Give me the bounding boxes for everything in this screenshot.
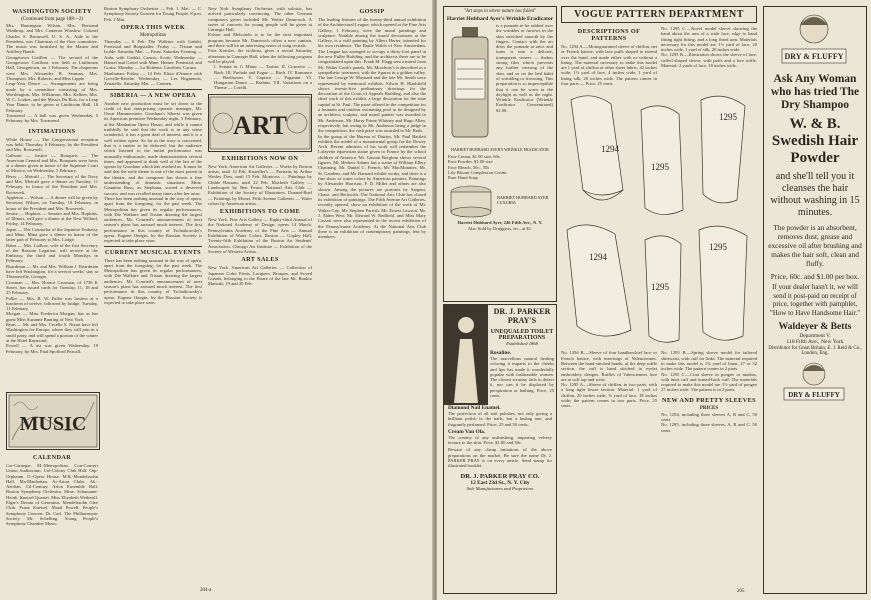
wb-address: 110 Fifth Ave., New York <box>786 339 844 346</box>
opera-column <box>104 6 202 596</box>
cream-title: Cream Van Ola. <box>448 428 486 435</box>
ny-symphony-text: New York Symphony Orchestra, with soloists, has arrived particularly convincing. The other German composers given included Mr. Walter Damrosch. A series of concerts for young people will be given at Carnegie Hall. <box>208 6 312 33</box>
art-title: ART <box>233 110 287 140</box>
pray-est: Established 1868 <box>506 341 538 346</box>
bottle-label: HARRIET HUBBARD AYER'S WRINKLE ERADICATOR <box>451 147 549 152</box>
gossip-title: GOSSIP <box>359 8 385 15</box>
art-sales-title: ART SALES <box>241 256 279 264</box>
current-events-text: There has been nothing unusual in the way of opera, apart from the foregoing, for the past week. The Metropolitan has given its regular performances, with Die Walküre and Tristan drawing the largest audiences. Mr. Conried's announcement of next season's plans has aroused much interest. The first performance in this country of Tschaikowsky's opera, Eugene Onegin, by the Russian Society is expected to take place soon. <box>104 257 202 305</box>
harriet-ayer-ad <box>443 6 557 302</box>
sleeve-code: 1295 <box>709 242 727 253</box>
opera-week-text: Thursday — 6 Feb. Die Walküre with Gadski, Fremstad and Burgstaller. Friday — Tristan und Isolde. Saturday Mat. — Faust. Saturday Evening — Aida, with Gadski, Caruso, Scotti. Wednesday — Hänsel und Gretel with Mme. Homer, Fremstad, and Goritz. Monday — La Bohème, Cavalieri, Caruso. <box>104 38 202 71</box>
music-calendar <box>6 452 98 592</box>
calendar-title: CALENDAR <box>32 454 72 461</box>
harriet-list-item: Face Powder, $1.00 size <box>448 159 493 165</box>
music-masthead <box>6 392 100 450</box>
intimations-para: White House — The Congressional reception was held, Thursday, 6 February, by the President and Mrs. Roosevelt. <box>6 136 98 153</box>
badge-text: DRY & FLUFFY <box>788 391 840 400</box>
cream-text: The creamy of any unfinishing, imparting velvety texture to the skin. Price, $1.00 and 50c. <box>448 434 552 446</box>
pray-address: 12 East 23d St., N. Y. City <box>470 479 530 486</box>
wb-dept: Department V. <box>799 333 831 340</box>
luxuria-jar-icon <box>448 182 494 218</box>
music-title: MUSIC <box>19 413 87 435</box>
desc-text: No. 1295 C.—Coat sleeve in pongee or madras, with inset cuff and turned-back cuff. The materials required to make this model are 1½ yard of pongee 27 inches wide. The pattern is in 2 parts. <box>661 371 757 393</box>
washington-para: Georgetown Cotillon — The second of the Georgetown Cotillons was held at Linthicum Hall, Georgetown, on 1 February. The chaperons were Mrs. Alexander B. Seaman, Mrs. Thompson, Mrs. Roberts, and Miss Lipple. <box>6 54 98 81</box>
harriet-list-item: Pure Hand Soap <box>448 175 478 181</box>
intimations-para: Berry — Metcalf — The Secretary of the Navy and Mrs. Metcalf gave a dinner on Tuesday, 11 February, in honor of the President and Mrs. Roosevelt. <box>6 173 98 195</box>
art-ornament-icon <box>209 96 311 150</box>
intimations-para: Sesate — Hopkins — Senator and Mrs. Hopkins, of Illinois, will give a dinner at the New Willard, Friday, 14 February. <box>6 210 98 227</box>
washington-para: Mrs. Huntington Wilson, Mrs. Bertrand Winthrop, and Mrs. Cameron Winslow. Colonel Charles S. Bromwell, U. S. A., Aide to the President, was Chairman of the floor committee. The music was furnished by the Marine and Artillery Bands. <box>6 23 98 55</box>
harriet-list-item: Face Bleach, 50c., 5lb <box>448 164 489 170</box>
wb-brand: W. & B. Swedish Hair Powder <box>771 116 859 166</box>
sleeve-1295-icon <box>699 227 747 341</box>
polson-text: Polson and Melcondo is to be the next important program because Mr. Damrosch offers a new cantata, and there will be an interesting series of song recitals. <box>208 32 312 49</box>
washington-para: Leap-Year Dance — Arrangements are being made by a committee consisting of Mrs. Worthington, Mrs. Wilkinson, Mrs. Kellner, Mrs. W. C. Looker, and the Misses Du Bois, for a Leap Year Dance, to be given at Linthicum Hall, 18 February. <box>6 81 98 113</box>
pray-name: DR. J. PARKER PRAY'S <box>493 307 551 325</box>
sleeve-code: 1295 <box>651 282 669 293</box>
price-line: No. 1294, including three sleeves A, B and C, 50 cents <box>661 411 757 423</box>
pray-beware: Beware of any cheap imitations of the above preparations on the market. Be sure the name Dr. J. PARKER PRAY is on every article. Send stamp for illustrated booklet. <box>448 447 552 469</box>
sleeve-code: 1295 <box>719 112 737 123</box>
rosaline-text: The marvellous natural healing coloring it imparts to the cheeks and lips has made it wonderfully popular with fashionable women. The closest scrutiny fails to detect it, nor can it be displaced by perspiration or bathing. Price, 25 cents. <box>490 356 554 399</box>
exhibitions-title: EXHIBITIONS NOW ON <box>221 154 299 162</box>
intimations-para: Japan — The Counselor of the Japanese Embassy and Mme. Mina gave a dinner in honor of the latter part of February to Mrs. Lodge. <box>6 226 98 243</box>
desc-text: No. 1294 A.—Monogrammed sleeve of chiffon, net or French batiste, with lace puffs shaped to extend over the hand, and made either with or without a lining. The material necessary to make this model are 1 yard of chiffon or other sheer fabric, 42 inches wide; 1½ yard of lace, 4 inches wide, 1 yard of lining silk, 20 inches wide. The pattern comes in four parts — Price, 25 cents. <box>561 44 657 87</box>
siberia-text-cont: There has been nothing unusual in the way of opera, apart from the foregoing, for the past week. The Metropolitan has given its regular performances, with Die Walküre and Tristan drawing the largest audiences. Mr. Conried's announcement of next season's plans has aroused much interest. The first performance in this country of Tschaikowsky's opera, Eugene Onegin, by the Russian Society is expected to take place soon. <box>104 195 202 244</box>
exhibitions-text: New York. American Art Galleries — Works by Boston artists, until 14 Feb. Knoedler's — Portraits by Arthur Wesley Dow, until 15 Feb. Montross — Paintings by Childe Hassam, until 22 Feb. Macbeth Gallery — Landscapes by Ben Foster. National Arts Club — Exhibition of the Society of Illustrators. Durand-Ruel — Paintings by Monet. Fifth Avenue Galleries — Water colors by American artists. <box>208 163 312 206</box>
harriet-list-item: Lily Bloom Complexion Cream <box>448 169 507 175</box>
kneisel-text: Fritz Kreisler, the violinist, gives a recital Saturday afternoon in Carnegie Hall, when the following program will be played: <box>208 48 312 64</box>
intimations-para: Boardman — Mr. and Mrs. William J. Boardman have left Washington, for a several weeks' stay at Thomasville, Georgia. <box>6 263 98 280</box>
intimations-para: Batea — Mrs. Ludlow, wife of the first Secretary of the Russian Legation, will receive at the Embassy, the third and fourth Mondays in February. <box>6 242 98 264</box>
vogue-pattern-department <box>561 6 757 592</box>
art-sales-text: New York. American Art Galleries — Collection of Japanese Color Prints, Lacquers, Bronzes, and Sword Guards, belonging to the Estate of the late Mr. Bunkio Matsuki, 19 and 20 Feb. <box>208 265 312 287</box>
nail-text: The perfection of all nail polishes, not only giving a brilliant polish to the nails, but a lasting one, and fragrantly perfumed. Price, 25 and 50 cents. <box>448 411 552 427</box>
art-column <box>208 6 312 596</box>
wb-offer: If your dealer hasn't it, we will send it post-paid on receipt of price, together with pamphlet, "How to Have Handsome Hair." <box>769 283 861 317</box>
harriet-title: Harriet Hubbard Ayer's Wrinkle Eradicator <box>446 16 554 22</box>
current-events-title: CURRENT MUSICAL EVENTS <box>104 248 202 256</box>
woman-figure-icon <box>444 305 488 405</box>
rosaline-title: Rosaline. <box>490 350 512 356</box>
intimations-para: Fuller — Mrs. R. W. Fuller was hostess at a luncheon of twelve, followed by bridge, Tuesday, 11 February. <box>6 295 98 312</box>
program-list: I. Sonata in G Minor — Tartini. II. Concerto — Bach. III. Prelude and Fugue — Bach. IV. Romance — Beethoven. V. Caprice — Paganini. VI. Hungarian Dance — Brahms. VII. Variations on a Theme — Corelli. <box>214 64 312 91</box>
to-come-text: New York. Fine Arts Gallery — Eighty-third Annual of the National Academy of Design, opens 14 March. Pennsylvania Academy of the Fine Arts — Annual Exhibition of Water Colors. Boston — Copley Hall, Twenty-fifth Exhibition of the Boston Art Students' Association. Chicago Art Institute — Exhibition of the Society of Western Artists. <box>208 217 312 254</box>
sleeve-1294a-icon <box>571 96 623 200</box>
badge-text: DRY & FLUFFY <box>784 52 844 61</box>
opera-week-sub: Metropolitan <box>139 32 167 38</box>
wb-body: The powder is an absorbent, removes dust, grease and excessive oil after brushing and makes the hair soft, clean and fluffy. <box>768 223 862 268</box>
sleeve-1294b-icon <box>567 225 631 336</box>
washington-continued: (Continued from page 188—2) <box>20 17 84 22</box>
intimations-para: Ryan — Mr. and Mrs. Cecelle S. Nixon have left Washington for Europe, where they will join in a small party, and will spend a portion of the winter at the Hotel Raymond. <box>6 322 98 343</box>
gossip-text: The leading features of the twenty-third annual exhibition of the Architectural League, which opened at the Fine Arts Gallery, 1 February, were the mural paintings and sculpture. Notable among the mural decorations at the Gallery, is a wall painting by Albert Herter, intended for his own residence. The Battle Watch of New Amsterdam. The League has arranged to occupy a thirty-foot panel in the new Fuller Building, and the architects there are to be congratulated upon this. Frank M. Flagg sent a mural from Mr. Walter Cook's panels. Mr. Mowbray's is described as a sympathetic treatment, with the figures in a golden valley. The late George W. Maynard and the late Mr. Smith were represented by memorial exhibits. Edwin H. Blashfield shows twenty-five preliminary drawings for the decoration of the Court of Appeals Building, and also the chief work of this exhibit, a large decoration for the state capitol at St. Paul. The prize offered in the competition for a fountain and outdoor swimming pool to be designed by an architect, sculptor, and mural painter was awarded to Mr. Anderson, Mr. Harry Prime Whitney and Hugo Allen, respectively, but owing to Mr. Anderson being a judge in the competition, the cash prize was awarded to Mr. Roth. <box>318 17 426 134</box>
harriet-text: is a pomade to be rubbed over the wrinkles or furrows in the skin stretched smooth by the fingers. Contact with the air dries the pomade at once and turns it into a delicate, transparent veneer — thehos strong film which prevents any further creasing of the skin, and so on the bed habit of wrinkling or frowning. This preparation is so imperceptible that it can be worn in the daylight as well as the night. Wrinkle Eradicator (Wrinkle Eradicator Concentrated) $1.00. <box>496 23 553 113</box>
sleeve-code: 1294 <box>589 252 607 263</box>
art-notes-text: In the group of the Bureau of Dairies, Mr. Paul Bartlett exhibits the model of a monumental group for the Dewey Arch. Recent admirers of his work will remember the Lafayette equestrian statue given to France by the school children of America. Mr. Gutzon Borglum shows several figures. Mr. Herbert Adams has a statue of William Ellery Channing. Mr. Daniel C. French, Mr. MacMonnies, Mr. St. Gaudens, and Mr. Barnard exhibit works, and there is a fine show of water colors by American painters. Paintings by Alexander Harrison, F. D. Millet and others are also shown. Among the pictures are portraits by Sargent, Chase, and Beckwith. The National Arts Club has closed its exhibition of paintings. The Fifth Avenue Art Galleries, recently opened, show an exhibition of the work of Mr. Walter Gay. Mr. Stephen Parrish, Mr. Ernest Lawson, Mr. J. Alden Weir, Mr. Edward W. Redfield, and Miss Mary Cassatt were also represented in the recent exhibition of the Pennsylvania Academy. At the National Arts Club there is an exhibition of contemporary paintings, lent by members. <box>318 133 426 240</box>
intimations-para: Calhoun — Justice — Bouquets — The American General and Mrs. Bouquets were hosts at a dinner given in honor of the Supreme Court of Mexico, on Wednesday, 5 February. <box>6 152 98 174</box>
eradicator-bottle-icon <box>444 23 496 143</box>
sleeve-code: 1295 <box>651 162 669 173</box>
gossip-column <box>318 6 426 594</box>
intimations-para: Appleton — Wilson — A dinner will be given by Secretary Wilson, on Tuesday, 18 February, in honor of the President and Mrs. Roosevelt. <box>6 194 98 211</box>
wb-claim: and she'll tell you it cleanses the hair without washing in 15 minutes. <box>770 171 860 218</box>
left-page <box>0 0 434 600</box>
intimations-para: Powell — A tea was given Wednesday, 19 February, by Mrs. Paul Spofford Peacall. <box>6 343 98 354</box>
calendar-text: Car-Carnegie. M.-Metropolitan. Con-Concert Union Auditorium. Col-Colony Club Hall. Orp-Orpheum. O.-Opera House. M.R.-Mendelssohn Hall. Ma-Manhattan. Ar-Arion Clubs. Ak.-Aeolian. Ctl-Century. Arion Ensemble Hall. Boston Symphony Orchestra. Mme. Schumann-Heink. Kneisel Quartet. Miss Elizabeth Wetherill. Elgar's Dream of Gerontius. Mendelssohn Glee Club. Franz Kneisel. Maud Powell. People's Symphony Concert. Dr. Carl. The Philharmonic Society. Mr. Schelling. Young People's Symphony Chamber Music. <box>6 463 98 527</box>
wb-price: Price, 60c. and $1.00 per box. <box>770 272 860 281</box>
intimations-para: Morgan — Miss Frederica Morgan, has as her guest Miss Suzanne Bunting of New York. <box>6 311 98 322</box>
harriet-agents: Also Sold by Druggists, etc., at $1. <box>467 225 533 231</box>
opera-week-title: OPERA THIS WEEK <box>120 23 186 31</box>
intimations-para: Crosman — Mrs. Horace Crosman, of 1736 K Street, has issued cards for Tuesday, 11, 18 and 25 February. <box>6 279 98 296</box>
harriet-list-item: Face Cream, $1.00 size, 60c. <box>448 154 502 159</box>
pray-role: Sole Manufacturers and Proprietors <box>466 485 534 491</box>
sleeve-code: 1294 <box>601 144 619 155</box>
to-come-title: EXHIBITIONS TO COME <box>219 208 301 216</box>
parker-pray-ad <box>443 304 557 594</box>
sleeve-1295c-icon <box>641 106 683 215</box>
prices-title: PRICES <box>699 405 719 411</box>
washington-society-title: WASHINGTON SOCIETY <box>12 8 92 15</box>
wb-hair-powder-ad <box>763 6 867 594</box>
desc-text: No. 1295 B.—Illustration shows the sleeve of lace, cuffed shaped sleeve, with puffs and a lace ruffle. Material: 2 yards of lace, 18 inches wide. <box>661 52 757 69</box>
dry-fluffy-badge-top <box>764 7 864 69</box>
intimations-title: INTIMATIONS <box>28 127 76 135</box>
desc-title: DESCRIPTIONS OF PATTERNS <box>577 28 641 42</box>
tagline: "Art steps in where nature has failed" <box>463 9 537 14</box>
pray-company: DR. J. PARKER PRAY CO. <box>460 472 540 480</box>
new-sleeves-title: NEW AND PRETTY SLEEVES <box>662 396 756 404</box>
dry-fluffy-badge-bottom <box>764 358 864 404</box>
desc-text: No. 1295 B.—Spring sleeve model for tailored shirtwaist, with cuff for links. The material required to make this model is 1¾ yard of linen, 27 or 32 inches wide. The pattern comes in 2 parts. <box>661 350 757 372</box>
wb-dist: Distributor for Great Britain, E. J. Reid & Co., London, Eng. <box>768 346 862 357</box>
jar-label: HARRIET HUBBARD AYER LUXURIA <box>497 195 549 206</box>
harriet-maker: Harriet Hubbard Ayer, 246 Fifth Ave., N. Y. <box>457 220 543 226</box>
right-page <box>437 0 871 600</box>
sleeve-1295b-icon <box>701 97 745 204</box>
music-ornament-icon <box>8 394 98 448</box>
siberia-title: SIBERIA — A NEW OPERA <box>110 91 196 99</box>
vogue-title: VOGUE PATTERN DEPARTMENT <box>561 6 757 23</box>
price-line: No. 1295, including three sleeves, A, B and C, 50 cents <box>661 422 757 433</box>
pray-sub: UNEQUALED TOILET PREPARATIONS <box>490 329 554 341</box>
left-page-number: 204-a <box>200 588 212 593</box>
wb-company: Waldeyer & Betts <box>778 321 852 333</box>
desc-text: No. 1295 A.—Sleeve of chiffon, in two parts, with a long tight lower section. Material: 1 yard of chiffon, 20 inches wide, ⅝ yard of lace, 18 inches wide; the pattern comes in two parts. Price, 25 cents. <box>561 382 657 409</box>
desc-text: No. 1295 C.—Novel model sleeve showing the band about the arm of a wide lace, edge to hand fitting tight fitting, and a long fitted arm. Materials necessary for this model are 1½ yard of lace, 20 inches wide, 1 yard of silk, 20 inches wide. <box>661 26 757 53</box>
art-masthead <box>208 94 312 152</box>
nail-title: Diamond Nail Enamel. <box>448 405 501 411</box>
wb-ask: Ask Any Woman who has tried The Dry Shampoo <box>770 73 860 111</box>
sleeve-1295a-icon <box>645 236 681 342</box>
siberia-text: Another new production must be set down to the credit of that enterprising operatic manager, Mr. Oscar Hammerstein. Giordano's Siberia was given its American premiere Wednesday night, 5 February, at the Manhattan Opera House, and while it cannot truthfully be said that the work is in any sense wonderful, it has a great deal of interest, and it is a well written opera. So far as the story is concerned, that is a matter to be deferred; but the audience which listened to the initial performance was unusually enthusiastic, made demonstrations several times, and appeared to think well of the last of the operas by Giordano which has reached us. It must be said that the exile theme is one of the most potent in the theater, and the composer has shown a fine understanding of dramatic situations. Mme. Giannina Russ, as Stephana, scored a deserved success, and was recalled many times after her arias. <box>104 100 202 196</box>
manhattan-text: Manhattan: Friday — 14 Feb. Elixir d'Amore with Gerville-Réache. Wednesday — Les Huguenots, Zenatello. Saturday Mat. — Carmen. <box>104 70 202 87</box>
desc-text: No. 1294 B.—Sleeve of four handkerchief lace or French batiste, with insertings of Valenciennes. Between the hand-stitched bands, of the deep ruffle section, the cuff is hand stitched in eyelet embroidery designs. Ruffles of Valenciennes lace are at cuff top and wrist. <box>561 350 657 382</box>
right-page-number: 205 <box>737 589 745 594</box>
boston-symphony: Boston Symphony Orchestra — Feb. 1. Mat. — C. Symphony Society Concert for Young People, 8 p.m. Feb. 2 Mat. <box>104 6 202 22</box>
washington-para: Townsend — A ball was given Wednesday, 5 February, by Mrs. Townsend. <box>6 113 98 124</box>
sleeve-illustrations <box>561 90 757 350</box>
